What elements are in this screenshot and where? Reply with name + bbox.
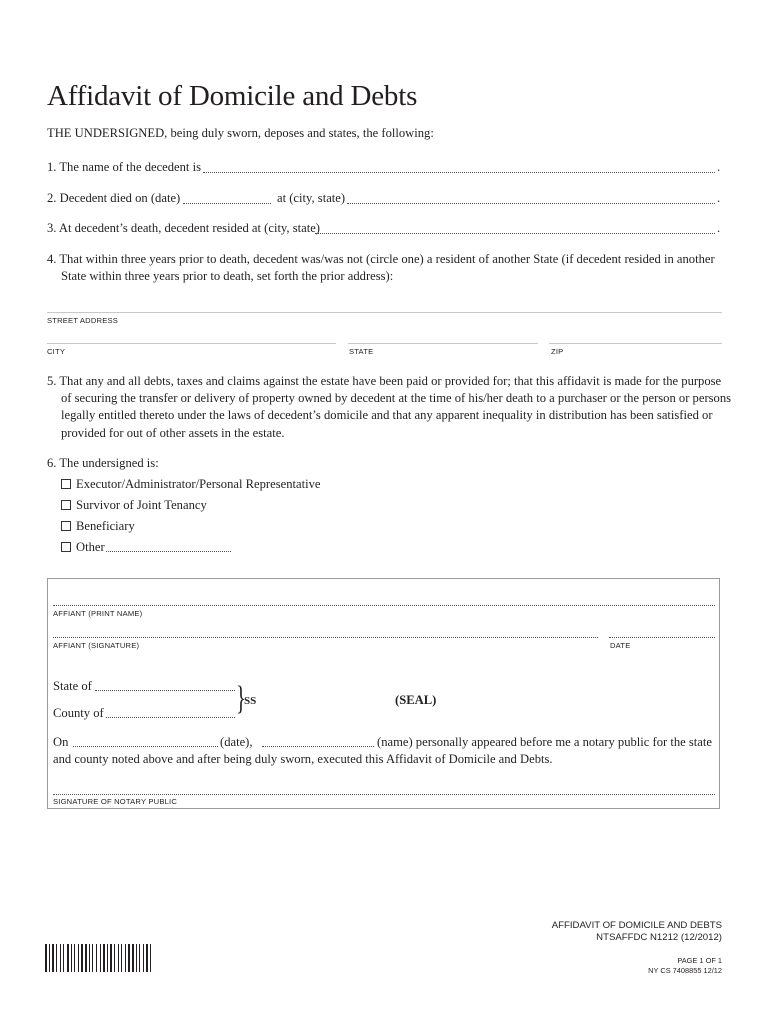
footer-form-info	[552, 920, 722, 944]
other-field[interactable]	[106, 551, 231, 552]
option-beneficiary[interactable]	[61, 519, 135, 534]
option-survivor-label: Survivor of Joint Tenancy	[76, 498, 207, 512]
item5-line1: 5. That any and all debts, taxes and claims against the estate have been paid or provided for; that this affidavit is made for the purpose	[47, 374, 722, 388]
item3-period: .	[717, 221, 721, 235]
street-address-field[interactable]	[47, 312, 722, 313]
option-executor-label: Executor/Administrator/Personal Representative	[76, 477, 321, 491]
affiant-date-field[interactable]	[609, 637, 715, 638]
residence-field[interactable]	[315, 233, 715, 234]
item2-period: .	[717, 191, 721, 205]
ss-label: SS	[244, 695, 257, 707]
checkbox-executor[interactable]	[61, 479, 71, 489]
affiant-date-label: DATE	[610, 641, 631, 650]
notary-section	[47, 578, 720, 809]
item5-line2: of securing the transfer or delivery of property owned by decedent at the time of his/her death to a purchaser or the person or persons	[61, 391, 732, 405]
option-beneficiary-label: Beneficiary	[76, 519, 135, 533]
state-of-label: State of	[53, 679, 92, 693]
intro-text: THE UNDERSIGNED, being duly sworn, deposes and states, the following:	[47, 126, 434, 140]
death-date-field[interactable]	[183, 203, 271, 204]
checkbox-survivor[interactable]	[61, 500, 71, 510]
affiant-name-field[interactable]	[53, 605, 715, 606]
county-of-label: County of	[53, 706, 104, 720]
state-label: STATE	[349, 347, 374, 356]
brace-icon: }	[236, 680, 246, 717]
item6-heading: 6. The undersigned is:	[47, 456, 159, 470]
state-field[interactable]	[348, 343, 538, 344]
notary-state-field[interactable]	[95, 690, 235, 691]
on-label: On	[53, 735, 69, 749]
street-address-label: STREET ADDRESS	[47, 316, 119, 325]
affiant-signature-field[interactable]	[53, 637, 598, 638]
item1-label: 1. The name of the decedent is	[47, 160, 201, 174]
death-city-state-field[interactable]	[347, 203, 715, 204]
name-text: (name) personally appeared before me a notary public for the state	[377, 735, 712, 749]
item4-line2: State within three years prior to death, set forth the prior address):	[61, 269, 394, 283]
decedent-name-field[interactable]	[203, 172, 715, 173]
option-executor[interactable]	[61, 477, 320, 492]
footer-ny-code: NY CS 7408855 12/12	[648, 966, 722, 975]
item5-line4: provided for out of other assets in the estate.	[61, 426, 285, 440]
option-other[interactable]	[61, 540, 105, 555]
checkbox-other[interactable]	[61, 542, 71, 552]
notary-line2: and county noted above and after being duly sworn, executed this Affidavit of Domicile and Debts.	[53, 752, 553, 766]
item2-city-label: at (city, state)	[277, 191, 346, 205]
notary-county-field[interactable]	[106, 717, 235, 718]
zip-label: ZIP	[551, 347, 564, 356]
affiant-name-label: AFFIANT (PRINT NAME)	[53, 609, 143, 618]
city-label: CITY	[47, 347, 66, 356]
footer-form-code: NTSAFFDC N1212 (12/2012)	[596, 932, 722, 943]
option-survivor[interactable]	[61, 498, 207, 513]
footer-form-title: AFFIDAVIT OF DOMICILE AND DEBTS	[551, 920, 722, 931]
seal-label: (SEAL)	[395, 693, 437, 707]
footer-page-info	[648, 956, 722, 976]
notary-name-field[interactable]	[262, 746, 374, 747]
barcode-icon	[45, 944, 185, 974]
zip-field[interactable]	[549, 343, 722, 344]
checkbox-beneficiary[interactable]	[61, 521, 71, 531]
notary-signature-label: SIGNATURE OF NOTARY PUBLIC	[53, 797, 178, 806]
page-title: Affidavit of Domicile and Debts	[47, 80, 418, 112]
item2-label: 2. Decedent died on (date)	[47, 191, 181, 205]
affiant-signature-label: AFFIANT (SIGNATURE)	[53, 641, 140, 650]
notary-date-field[interactable]	[73, 746, 218, 747]
item1-period: .	[717, 160, 721, 174]
notary-signature-field[interactable]	[53, 794, 715, 795]
footer-page: PAGE 1 OF 1	[677, 956, 722, 965]
option-other-label: Other	[76, 540, 105, 554]
date-paren-label: (date),	[220, 735, 253, 749]
city-field[interactable]	[47, 343, 336, 344]
item5-line3: legally entitled thereto under the laws of decedent’s domicile and that any apparent inequality in distribution has been satisfied or	[61, 408, 713, 422]
item3-label: 3. At decedent’s death, decedent resided at (city, state)	[47, 221, 320, 235]
item4-line1: 4. That within three years prior to death, decedent was/was not (circle one) a resident of another State (if decedent resided in another	[47, 252, 715, 266]
